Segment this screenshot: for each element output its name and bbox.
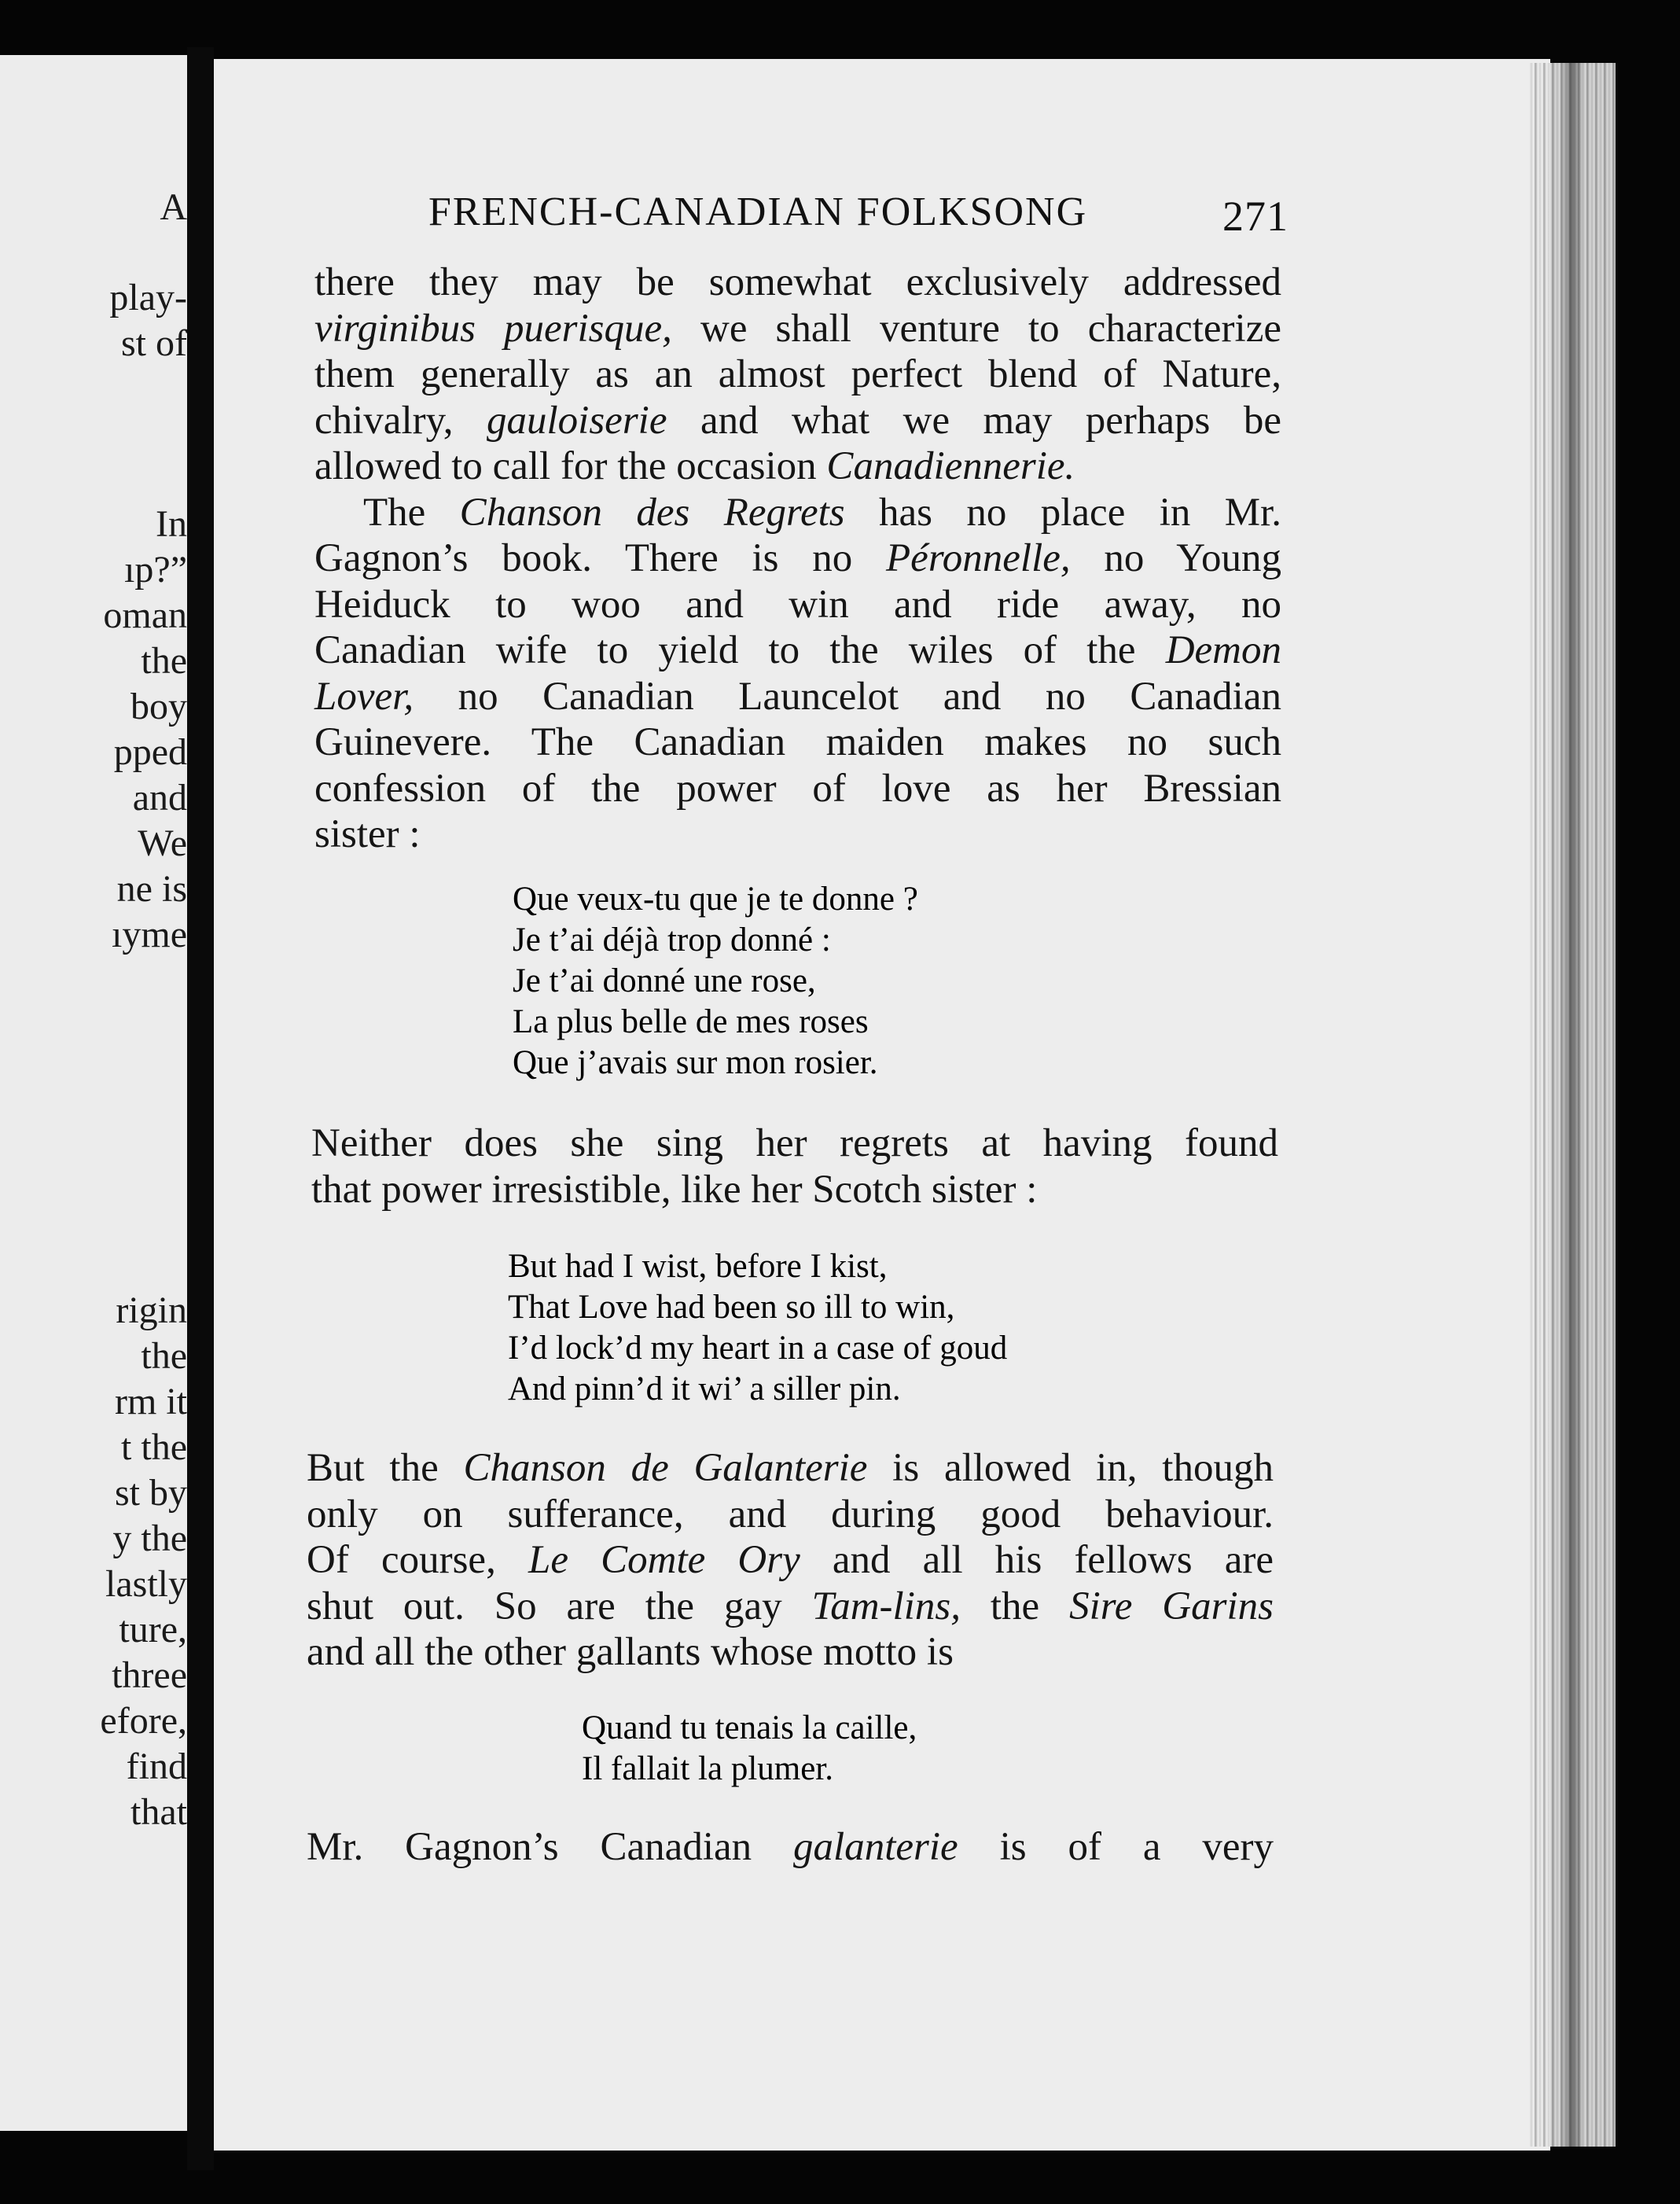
text-line: only on sufferance, and during good behaviour. — [307, 1492, 1274, 1536]
text-line: that power irresistible, like her Scotch sister : — [311, 1167, 1038, 1212]
running-header — [428, 189, 1293, 240]
text-line: Guinevere. The Canadian maiden makes no such — [314, 720, 1281, 764]
left-line: st of — [121, 322, 187, 364]
page-edge-shadow — [1561, 63, 1584, 2147]
verse-line: Quand tu tenais la caille, — [582, 1709, 917, 1746]
text-line: Canadian wife to yield to the wiles of the Demon — [314, 628, 1281, 672]
left-line: We — [138, 822, 187, 864]
left-line: rigin — [116, 1290, 187, 1331]
paragraph — [314, 259, 1281, 490]
verse-quotation — [508, 1246, 1007, 1410]
text-line: Heiduck to woo and win and ride away, no — [314, 582, 1281, 627]
text-line: allowed to call for the occasion Canadiennerie. — [314, 444, 1075, 488]
left-line: ne is — [116, 868, 187, 910]
left-line: play- — [109, 277, 187, 318]
left-line: three — [112, 1654, 187, 1696]
verse-line: That Love had been so ill to win, — [508, 1289, 955, 1326]
left-line: rm it — [115, 1381, 187, 1422]
verse-line: But had I wist, before I kist, — [508, 1248, 888, 1285]
text-line: confession of the power of love as her Bressian — [314, 766, 1281, 811]
left-line: pped — [113, 731, 187, 773]
text-line: there they may be somewhat exclusively addressed — [314, 260, 1281, 304]
left-line: efore, — [100, 1700, 187, 1742]
verse-line: Que j’avais sur mon rosier. — [513, 1044, 878, 1081]
left-line: ture, — [119, 1609, 187, 1650]
text-line: Mr. Gagnon’s Canadian galanterie is of a very — [307, 1825, 1274, 1869]
text-line: them generally as an almost perfect blend of Nature, — [314, 352, 1281, 396]
left-line: oman — [103, 594, 187, 636]
left-line: st by — [114, 1472, 187, 1514]
left-line: find — [126, 1746, 187, 1787]
book-gutter — [187, 47, 214, 2170]
page-body — [314, 259, 1281, 858]
verse-line: Que veux-tu que je te donne ? — [513, 881, 918, 918]
verse-line: Je t’ai déjà trop donné : — [513, 922, 831, 959]
left-line: boy — [131, 686, 187, 727]
verse-quotation — [513, 879, 918, 1084]
verse-quotation — [582, 1708, 917, 1790]
text-line: The Chanson des Regrets has no place in Mr. — [363, 490, 1281, 535]
text-line: Neither does she sing her regrets at having found — [311, 1121, 1278, 1165]
verse-line: Il fallait la plumer. — [582, 1750, 834, 1787]
left-line: the — [141, 1335, 187, 1377]
left-line: In — [156, 503, 187, 545]
verse-line: I’d lock’d my heart in a case of goud — [508, 1330, 1008, 1367]
text-line: Lover, no Canadian Launcelot and no Canadian — [314, 674, 1281, 719]
text-line: and all the other gallants whose motto is — [307, 1630, 954, 1674]
paragraph — [307, 1445, 1274, 1676]
text-line: Of course, Le Comte Ory and all his fellows are — [307, 1538, 1274, 1582]
page-number: 271 — [1222, 193, 1288, 240]
verse-line: Je t’ai donné une rose, — [513, 962, 816, 999]
paragraph — [314, 490, 1281, 858]
paragraph — [311, 1120, 1278, 1212]
left-page-fragment — [0, 55, 187, 2131]
text-line: shut out. So are the gay Tam-lins, the Sire Garins — [307, 1584, 1274, 1628]
left-line: y the — [112, 1518, 187, 1559]
text-line: sister : — [314, 812, 421, 856]
left-line: ıp?” — [124, 549, 187, 591]
text-line: virginibus puerisque, we shall venture to characterize — [314, 306, 1281, 351]
left-line: and — [132, 777, 187, 819]
running-title: FRENCH-CANADIAN FOLKSONG — [428, 189, 1088, 234]
left-line: the — [141, 640, 187, 682]
left-line: t the — [121, 1426, 187, 1468]
text-line: But the Chanson de Galanterie is allowed in, though — [307, 1446, 1274, 1490]
text-line: chivalry, gauloiserie and what we may perhaps be — [314, 398, 1281, 443]
paragraph — [307, 1824, 1274, 1871]
verse-line: La plus belle de mes roses — [513, 1003, 869, 1040]
left-line: lastly — [105, 1563, 187, 1605]
text-line: Gagnon’s book. There is no Péronnelle, no Young — [314, 536, 1281, 580]
left-line: ıyme — [112, 914, 187, 955]
verse-line: And pinn’d it wi’ a siller pin. — [508, 1371, 901, 1407]
left-line: A — [160, 186, 187, 228]
left-line: that — [131, 1791, 187, 1833]
